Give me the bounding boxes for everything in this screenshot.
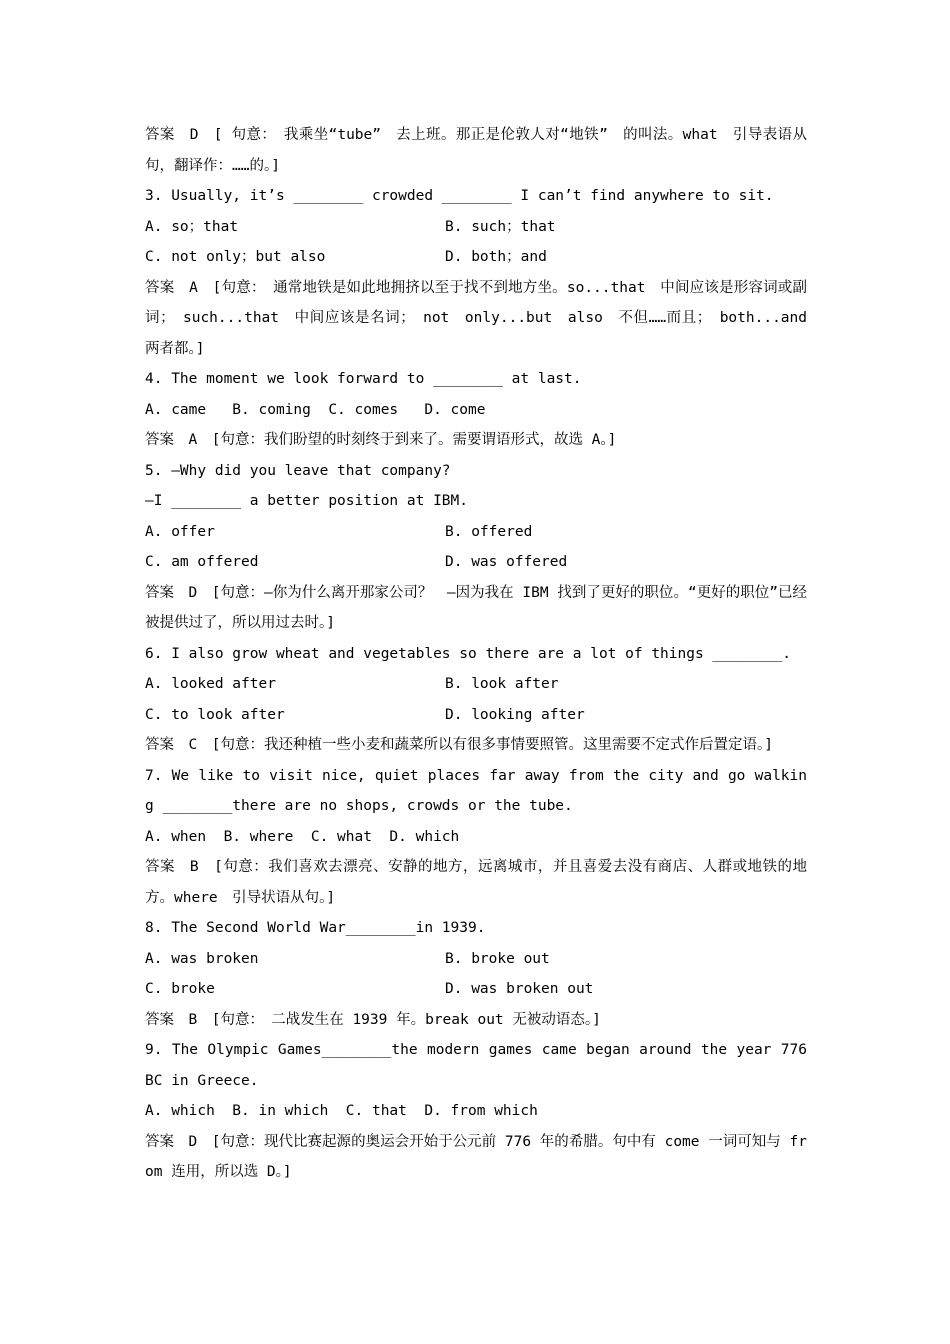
question-text: 8. The Second World War________in 1939.: [145, 920, 486, 936]
option-right: B. offered: [445, 523, 533, 540]
option-row: [145, 944, 807, 975]
option-left: C. not only；but also: [145, 249, 326, 265]
question-text: 4. The moment we look forward to ________ at last.: [145, 371, 582, 387]
question-text: 7. We like to visit nice, quiet places far away from the city and go walking ________there are no shops, crowds or the tube.: [145, 767, 807, 814]
option-row: [145, 700, 807, 731]
answer-explanation: 答案 B [句意： 二战发生在 1939 年。break out 无被动语态。]: [145, 1011, 601, 1028]
option-right: D. looking after: [445, 706, 585, 723]
question-text: 5. —Why did you leave that company?: [145, 462, 451, 479]
option-left: C. to look after: [145, 706, 285, 723]
question-text: 6. I also grow wheat and vegetables so there are a lot of things ________.: [145, 645, 792, 662]
option-left: C. broke: [145, 981, 215, 997]
question-text: 3. Usually, it’s ________ crowded ________ I can’t find anywhere to sit.: [145, 188, 774, 204]
option-row: [145, 547, 807, 578]
option-row: [145, 242, 807, 273]
option-line: A. when B. where C. what D. which: [145, 828, 460, 845]
answer-explanation: 答案 A [句意： 通常地铁是如此地拥挤以至于找不到地方坐。so...that 中间应该是形容词或副词； such...that 中间应该是名词； not only...but also 不但……而且； both...and 两者都。]: [145, 279, 822, 357]
option-right: B. look after: [445, 676, 559, 692]
option-left: A. so；that: [145, 218, 239, 235]
answer-explanation: 答案 B [句意：我们喜欢去漂亮、安静的地方，远离城市，并且喜爱去没有商店、人群或地铁的地方。where 引导状语从句。]: [145, 859, 807, 906]
answer-explanation: 答案 D [句意：现代比赛起源的奥运会开始于公元前 776 年的希腊。句中有 come 一词可知与 from 连用，所以选 D。]: [145, 1133, 807, 1180]
question-text: 9. The Olympic Games________the modern games came began around the year 776 BC in Greece.: [145, 1042, 816, 1089]
option-line: A. came B. coming C. comes D. come: [145, 401, 486, 418]
option-line: A. which B. in which C. that D. from which: [145, 1103, 538, 1119]
answer-explanation: 答案 D [句意：—你为什么离开那家公司？ —因为我在 IBM 找到了更好的职位。“更好的职位”已经被提供过了，所以用过去时。]: [145, 584, 807, 631]
option-right: D. was offered: [445, 554, 568, 570]
question-text: —I ________ a better position at IBM.: [145, 493, 469, 509]
option-right: D. both；and: [445, 249, 547, 265]
answer-explanation: 答案 D [ 句意： 我乘坐“tube” 去上班。那正是伦敦人对“地铁” 的叫法。what 引导表语从句，翻译作：……的。]: [145, 127, 807, 174]
option-left: A. offer: [145, 523, 215, 540]
option-right: D. was broken out: [445, 981, 594, 997]
option-row: [145, 212, 807, 243]
option-left: C. am offered: [145, 554, 259, 570]
answer-explanation: 答案 C [句意：我还种植一些小麦和蔬菜所以有很多事情要照管。这里需要不定式作后置定语。]: [145, 737, 773, 753]
option-row: [145, 974, 807, 1005]
answer-explanation: 答案 A [句意：我们盼望的时刻终于到来了。需要谓语形式，故选 A。]: [145, 432, 617, 448]
option-row: [145, 669, 807, 700]
option-right: B. broke out: [445, 950, 550, 967]
option-left: A. looked after: [145, 676, 276, 692]
option-left: A. was broken: [145, 950, 259, 967]
option-right: B. such；that: [445, 218, 556, 235]
document-page: [145, 120, 822, 1188]
option-row: [145, 517, 807, 548]
